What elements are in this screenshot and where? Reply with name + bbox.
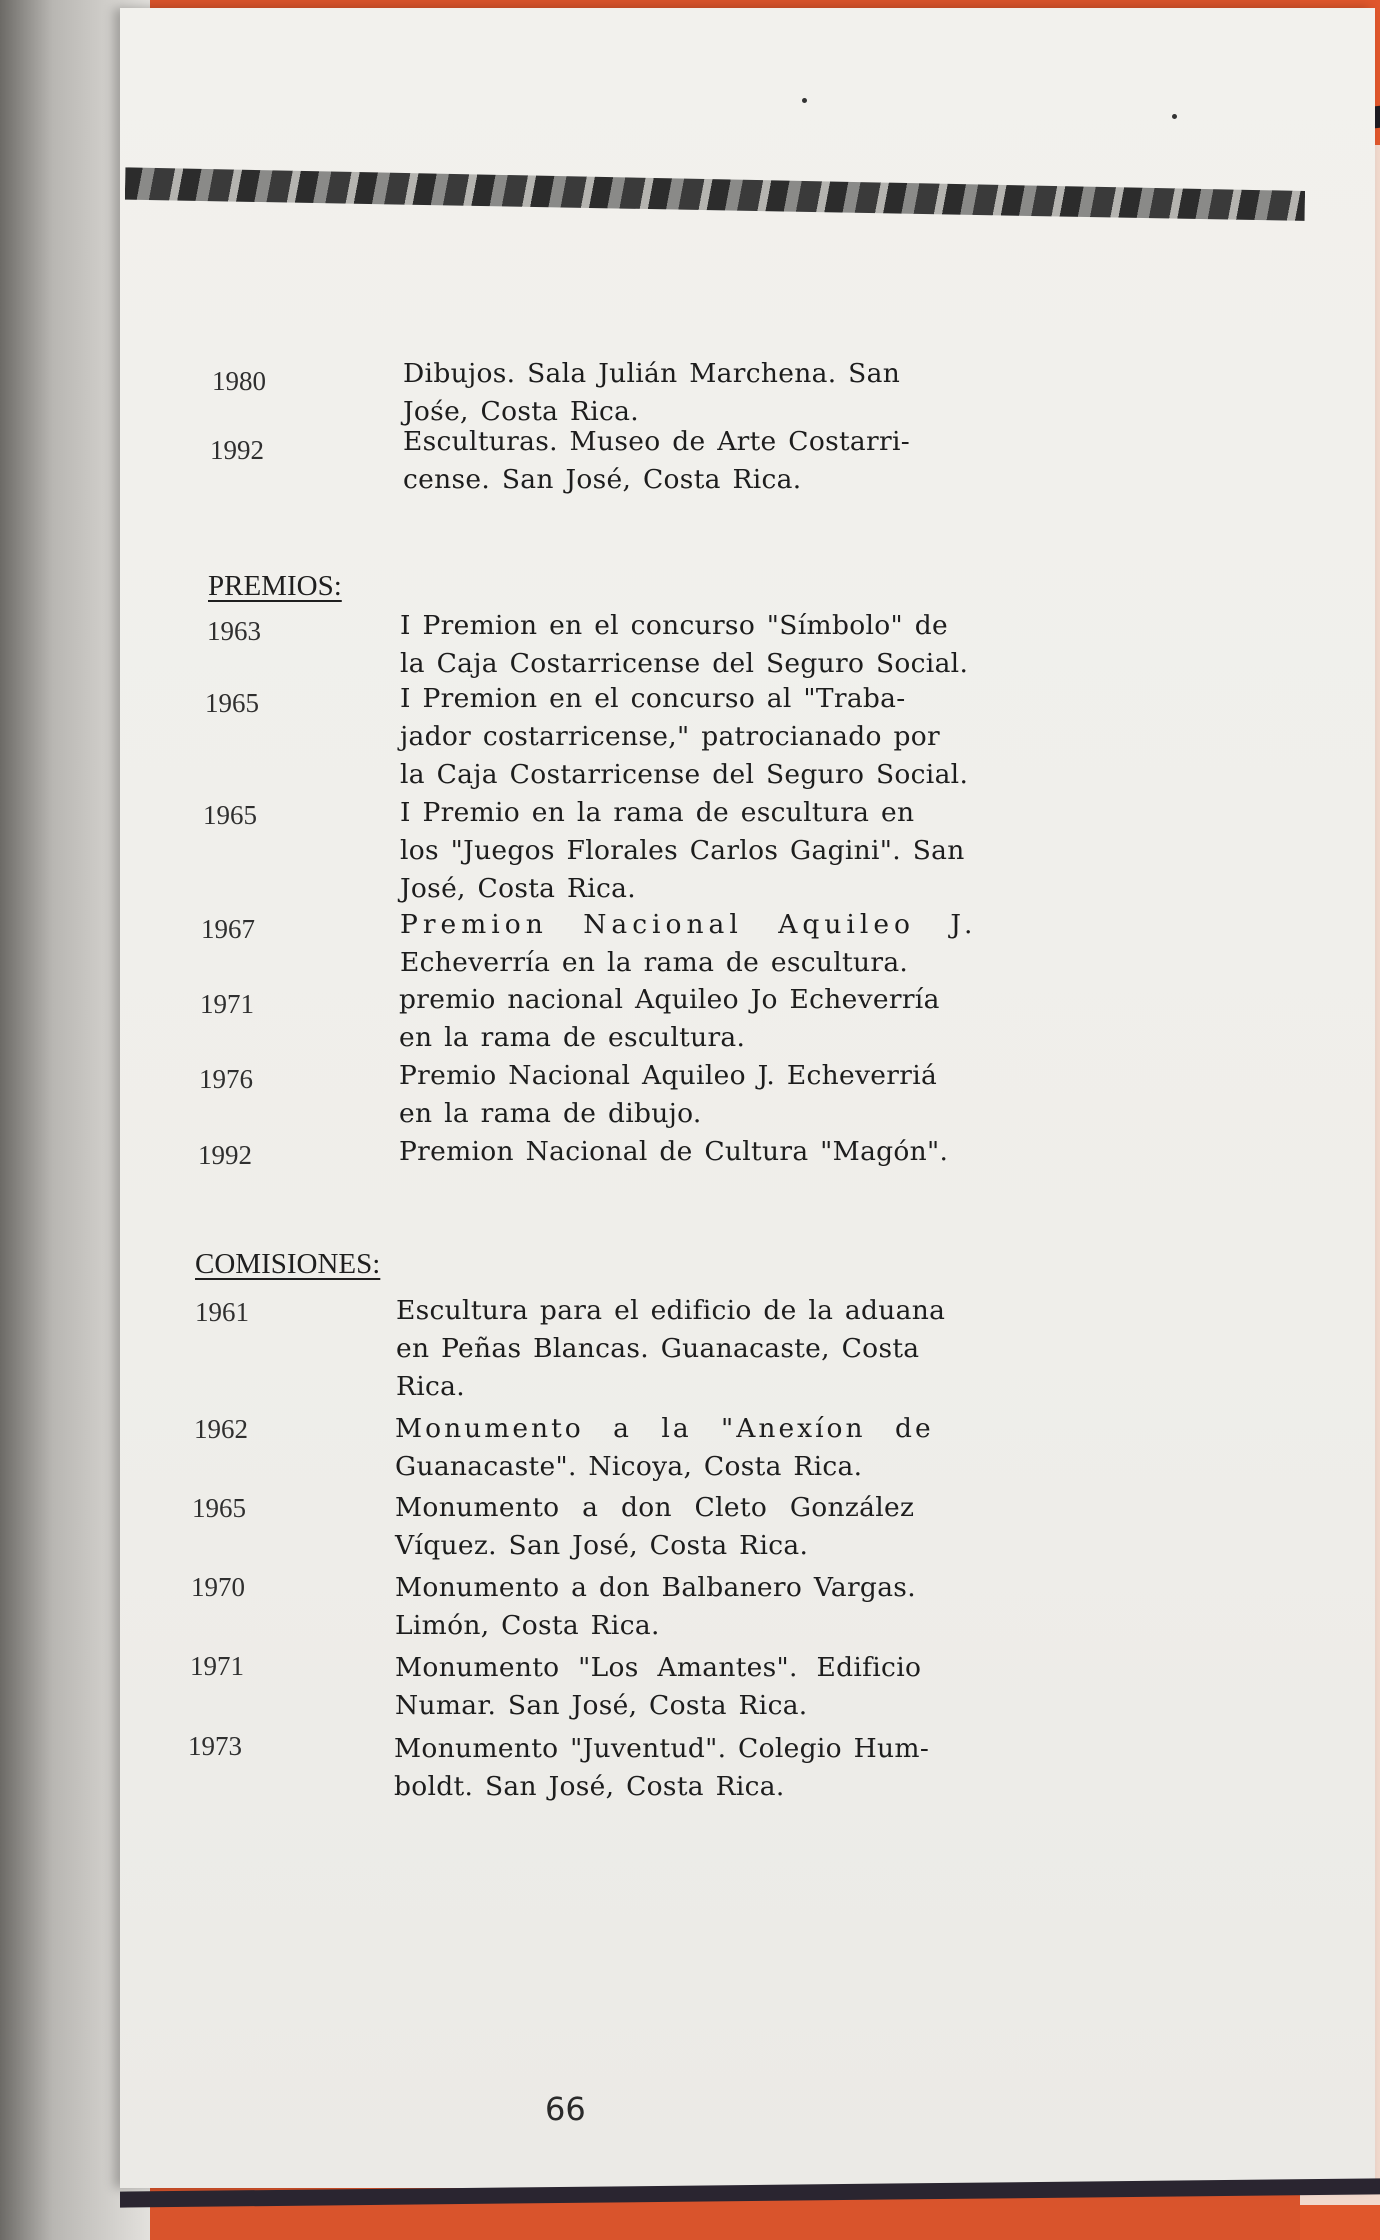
exhibition-entry: Dibujos. Sala Julián Marchena. San Jośe, Costa Rica. [403, 358, 901, 427]
page-number: 66 [545, 2090, 586, 2128]
year-label: 1971 [200, 989, 254, 1019]
commission-entry: Monumento "Los Amantes". Edificio Numar. San José, Costa Rica. [395, 1652, 922, 1721]
year-label: 1992 [198, 1140, 252, 1170]
paper-speck [802, 98, 807, 103]
paper-speck [1172, 114, 1177, 119]
award-entry: Premio Nacional Aquileo J. Echeverriá en la rama de dibujo. [399, 1060, 938, 1129]
commission-entry: Monumento a don Cleto González Víquez. San José, Costa Rica. [395, 1492, 915, 1561]
section-heading-premios: PREMIOS: [208, 570, 342, 602]
year-label: 1973 [188, 1731, 242, 1761]
year-label: 1967 [201, 914, 255, 944]
year-label: 1962 [194, 1414, 248, 1444]
year-label: 1965 [205, 688, 259, 718]
award-entry: premio nacional Aquileo Jo Echeverría en la rama de escultura. [399, 984, 940, 1053]
year-label: 1971 [190, 1651, 244, 1681]
year-label: 1963 [207, 616, 261, 646]
exhibition-entry: Esculturas. Museo de Arte Costarri- cense. San José, Costa Rica. [403, 426, 910, 495]
year-label: 1992 [210, 435, 264, 465]
section-heading-comisiones: COMISIONES: [195, 1248, 381, 1280]
year-label: 1970 [191, 1572, 245, 1602]
commission-entry: Monumento a la "Anexíon de Guanacaste". Nicoya, Costa Rica. [395, 1413, 934, 1482]
year-label: 1961 [195, 1297, 249, 1327]
year-label: 1976 [199, 1064, 253, 1094]
commission-entry: Monumento "Juventud". Colegio Hum- boldt. San José, Costa Rica. [394, 1733, 930, 1802]
year-label: 1980 [212, 366, 266, 396]
award-entry: Premion Nacional Aquileo J. Echeverría en la rama de escultura. [400, 909, 978, 978]
award-entry: I Premion en el concurso "Símbolo" de la Caja Costarricense del Seguro Social. [400, 610, 969, 679]
award-entry: Premion Nacional de Cultura "Magón". [399, 1136, 949, 1167]
commission-entry: Monumento a don Balbanero Vargas. Limón, Costa Rica. [395, 1572, 916, 1641]
award-entry: I Premio en la rama de escultura en los "Juegos Florales Carlos Gagini". San José, Costa Rica. [400, 797, 965, 904]
year-label: 1965 [192, 1493, 246, 1523]
award-entry: I Premion en el concurso al "Traba- jador costarricense," patrocianado por la Caja Costarricense del Seguro Social. [400, 683, 969, 790]
year-label: 1965 [203, 800, 257, 830]
commission-entry: Escultura para el edificio de la aduana en Peñas Blancas. Guanacaste, Costa Rica. [396, 1295, 946, 1402]
